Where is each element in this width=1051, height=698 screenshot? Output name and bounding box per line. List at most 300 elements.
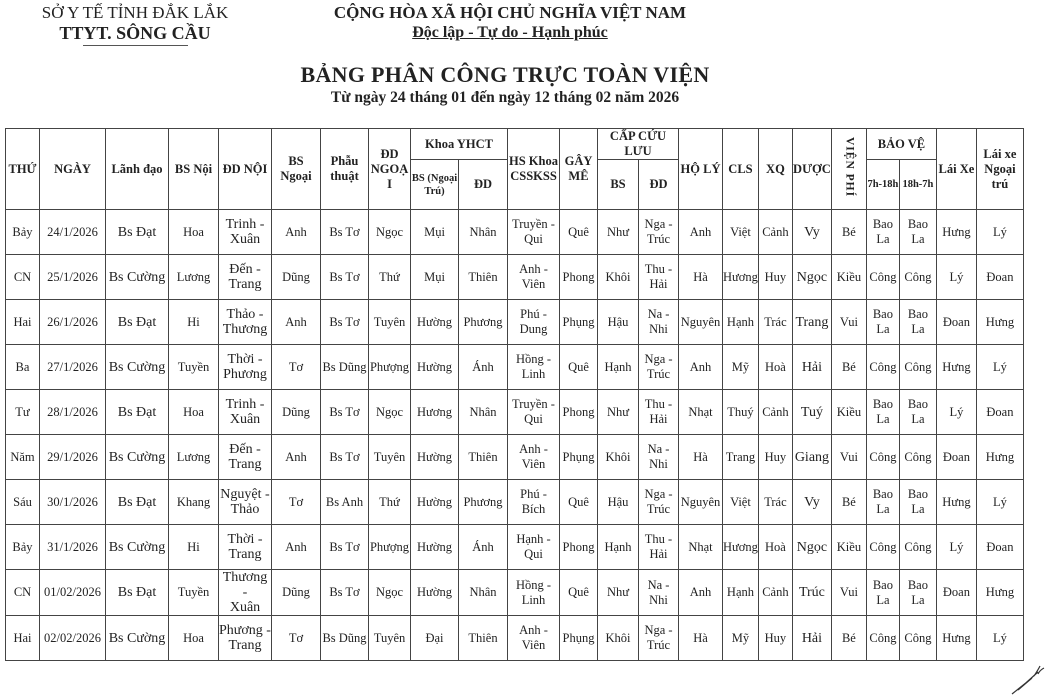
cell-dd-noi (219, 570, 272, 616)
cell-hs-khoa (508, 435, 560, 480)
signature-mark (1010, 662, 1046, 696)
cell-ccl-dd-line: Nga - (644, 217, 673, 231)
cell-hs-khoa-line: Viên (521, 457, 546, 471)
cell-dd-noi (219, 480, 272, 525)
cell-dd-noi (219, 345, 272, 390)
cell-lanh-dao: Bs Cường (106, 435, 169, 480)
cell-ccl-dd (639, 480, 679, 525)
cell-thu: Bảy (6, 210, 40, 255)
cell-lai-xe-ngoai-tru: Lý (976, 210, 1023, 255)
cell-ccl-bs: Như (598, 210, 639, 255)
cell-bv-day: Công (866, 255, 899, 300)
cell-phau-thuat: Bs Tơ (321, 435, 369, 480)
cell-ho-ly: Anh (679, 345, 723, 390)
cell-gay-me: Quê (560, 480, 598, 525)
cell-hs-khoa-line: Hồng - (515, 577, 552, 592)
cell-ccl-bs: Hậu (598, 480, 639, 525)
cell-thu: Ba (6, 345, 40, 390)
cell-ccl-dd (639, 616, 679, 661)
table-row (6, 570, 1024, 616)
cell-yhct-dd: Nhân (459, 390, 508, 435)
cell-xq: Hoà (758, 345, 792, 390)
col-yhct-bs: BS (Ngoại Trú) (411, 160, 459, 210)
cell-lanh-dao: Bs Cường (106, 525, 169, 570)
cell-dd-ngoai: Phượng (369, 345, 411, 390)
cell-lai-xe-ngoai-tru: Hưng (976, 570, 1023, 616)
cell-dd-noi (219, 210, 272, 255)
cell-cls: Hạnh (723, 570, 759, 616)
col-bs-ngoai: BS Ngoại (272, 129, 321, 210)
col-yhct-dd: ĐD (459, 160, 508, 210)
cell-yhct-dd: Thiên (459, 435, 508, 480)
cell-yhct-bs: Hương (411, 390, 459, 435)
cell-phau-thuat: Bs Tơ (321, 390, 369, 435)
cell-lai-xe-ngoai-tru: Lý (976, 616, 1023, 661)
col-dd-ngoai: ĐD NGOẠ I (369, 129, 411, 210)
cell-yhct-bs: Đại (411, 616, 459, 661)
cell-yhct-dd: Thiên (459, 616, 508, 661)
cell-hs-khoa (508, 300, 560, 345)
cell-cls: Việt (723, 480, 759, 525)
cell-bv-night: Công (899, 345, 936, 390)
table-row (6, 616, 1024, 661)
cell-hs-khoa (508, 345, 560, 390)
cell-bs-ngoai: Anh (272, 210, 321, 255)
cell-yhct-dd: Nhân (459, 210, 508, 255)
table-row (6, 210, 1024, 255)
cell-dd-noi-line: Xuân (229, 600, 261, 615)
cell-ho-ly: Hà (679, 616, 723, 661)
cell-gay-me: Phong (560, 255, 598, 300)
table-row (6, 480, 1024, 525)
cell-hs-khoa-line: Truyền - (512, 217, 555, 231)
cell-duoc: Giang (792, 435, 831, 480)
cell-ngay: 25/1/2026 (40, 255, 106, 300)
cell-lanh-dao: Bs Cường (106, 345, 169, 390)
col-ho-ly: HỘ LÝ (679, 129, 723, 210)
cell-dd-ngoai: Ngọc (369, 390, 411, 435)
cell-yhct-dd: Ánh (459, 345, 508, 390)
col-lai-xe-ngoai-tru: Lái xe Ngoại trú (976, 129, 1023, 210)
cell-dd-noi-line: Trang (228, 638, 262, 653)
cell-ccl-bs: Khôi (598, 255, 639, 300)
cell-ccl-bs: Như (598, 390, 639, 435)
cell-lai-xe-ngoai-tru: Đoan (976, 255, 1023, 300)
col-hs-khoa: HS Khoa CSSKSS (508, 129, 560, 210)
cell-cls: Mỹ (723, 616, 759, 661)
cell-ccl-dd (639, 255, 679, 300)
col-bs-noi: BS Nội (169, 129, 219, 210)
vien-phi-label: VIỆN PHÍ (843, 136, 856, 198)
cell-bs-ngoai: Anh (272, 525, 321, 570)
cell-hs-khoa (508, 570, 560, 616)
cell-phau-thuat: Bs Anh (321, 480, 369, 525)
cell-lai-xe-ngoai-tru: Hưng (976, 300, 1023, 345)
cell-vien-phi: Bé (831, 345, 866, 390)
cell-ccl-dd-line: Nhi (649, 457, 668, 471)
cell-dd-noi-line: Thời - (227, 532, 263, 547)
cell-ccl-dd (639, 210, 679, 255)
cell-ccl-bs: Hạnh (598, 525, 639, 570)
cell-lanh-dao: Bs Cường (106, 255, 169, 300)
table-row (6, 255, 1024, 300)
cell-bv-day: Bao La (866, 390, 899, 435)
cell-dd-ngoai: Tuyên (369, 435, 411, 480)
cell-dd-noi-line: Phương (223, 367, 267, 382)
cell-yhct-bs: Hường (411, 345, 459, 390)
cell-ho-ly: Nguyên (679, 300, 723, 345)
cell-dd-noi-line: Đến - (229, 262, 261, 277)
cell-vien-phi: Vui (831, 435, 866, 480)
cell-dd-noi (219, 300, 272, 345)
cell-yhct-dd: Nhân (459, 570, 508, 616)
national-motto: Độc lập - Tự do - Hạnh phúc (412, 24, 608, 41)
col-phau-thuat: Phẫu thuật (321, 129, 369, 210)
cell-ccl-dd-line: Thu - (644, 532, 673, 546)
cell-xq: Cảnh (758, 390, 792, 435)
cell-dd-noi-line: Thương (222, 322, 268, 337)
cell-ccl-dd-line: Trúc (646, 638, 671, 652)
cell-dd-noi-line: Đến - (229, 442, 261, 457)
cell-dd-noi (219, 435, 272, 480)
cell-bv-night: Bao La (899, 480, 936, 525)
cell-vien-phi: Kiều (831, 255, 866, 300)
cell-dd-ngoai: Tuyên (369, 300, 411, 345)
cell-ho-ly: Nhạt (679, 525, 723, 570)
col-bv-day: 7h-18h (866, 160, 899, 210)
cell-lanh-dao: Bs Đạt (106, 390, 169, 435)
cell-xq: Cảnh (758, 570, 792, 616)
cell-duoc: Trúc (792, 570, 831, 616)
cell-phau-thuat: Bs Dũng (321, 345, 369, 390)
cell-vien-phi: Kiều (831, 525, 866, 570)
cell-hs-khoa-line: Phú - (520, 307, 547, 321)
cell-dd-ngoai: Tuyên (369, 616, 411, 661)
cell-vien-phi: Kiều (831, 390, 866, 435)
cell-hs-khoa-line: Viên (521, 277, 546, 291)
cell-bv-day: Công (866, 435, 899, 480)
cell-lai-xe: Hưng (936, 480, 976, 525)
cell-dd-noi-line: Thảo (230, 502, 260, 517)
cell-bv-day: Bao La (866, 210, 899, 255)
cell-xq: Huy (758, 435, 792, 480)
cell-dd-ngoai: Ngọc (369, 570, 411, 616)
cell-yhct-bs: Hường (411, 570, 459, 616)
cell-dd-ngoai: Thứ (369, 480, 411, 525)
cell-bs-noi: Hoa (169, 616, 219, 661)
cell-lai-xe: Lý (936, 525, 976, 570)
cell-bv-night: Công (899, 435, 936, 480)
cell-yhct-bs: Mụi (411, 210, 459, 255)
cell-ccl-dd-line: Na - (647, 307, 670, 321)
cell-yhct-bs: Mụi (411, 255, 459, 300)
cell-xq: Cảnh (758, 210, 792, 255)
cell-lai-xe: Đoan (936, 300, 976, 345)
cell-xq: Huy (758, 616, 792, 661)
cell-hs-khoa (508, 525, 560, 570)
cell-vien-phi: Vui (831, 570, 866, 616)
cell-ccl-bs: Hạnh (598, 345, 639, 390)
cell-phau-thuat: Bs Tơ (321, 255, 369, 300)
cell-bs-ngoai: Dũng (272, 390, 321, 435)
cell-gay-me: Phong (560, 525, 598, 570)
national-title: CỘNG HÒA XÃ HỘI CHỦ NGHĨA VIỆT NAM (333, 3, 687, 22)
cell-hs-khoa-line: Truyền - (512, 397, 555, 411)
cell-dd-noi-line: Trang (228, 277, 262, 292)
cell-thu: CN (6, 255, 40, 300)
cell-ccl-dd (639, 390, 679, 435)
col-group-yhct: Khoa YHCT (411, 129, 508, 160)
cell-bv-night: Công (899, 525, 936, 570)
cell-ho-ly: Anh (679, 210, 723, 255)
cell-ccl-dd-line: Na - (647, 577, 670, 592)
cell-cls: Việt (723, 210, 759, 255)
organization-header (10, 3, 260, 46)
cell-bv-night: Công (899, 616, 936, 661)
cell-yhct-dd: Thiên (459, 255, 508, 300)
cell-ho-ly: Hà (679, 435, 723, 480)
col-group-cap-cuu-luu: CẤP CỨU LƯU (598, 129, 679, 160)
cell-bs-ngoai: Tơ (272, 616, 321, 661)
cell-hs-khoa-line: Linh (521, 367, 546, 381)
cell-bs-noi: Tuyền (169, 345, 219, 390)
cell-xq: Huy (758, 255, 792, 300)
cell-lai-xe: Lý (936, 255, 976, 300)
cell-lanh-dao: Bs Đạt (106, 480, 169, 525)
table-header (6, 129, 1024, 210)
cell-vien-phi: Bé (831, 616, 866, 661)
cell-ccl-bs: Khôi (598, 616, 639, 661)
col-dd-noi: ĐD NỘI (219, 129, 272, 210)
cell-ngay: 26/1/2026 (40, 300, 106, 345)
cell-lai-xe-ngoai-tru: Đoan (976, 390, 1023, 435)
cell-phau-thuat: Bs Dũng (321, 616, 369, 661)
cell-ccl-dd-line: Trúc (646, 502, 671, 516)
cell-ccl-dd-line: Nga - (644, 352, 673, 366)
cell-xq: Trác (758, 480, 792, 525)
cell-bv-day: Bao La (866, 480, 899, 525)
cell-ccl-dd-line: Hải (649, 547, 668, 561)
cell-lanh-dao: Bs Đạt (106, 300, 169, 345)
cell-bv-night: Công (899, 255, 936, 300)
cell-duoc: Ngọc (792, 255, 831, 300)
cell-thu: CN (6, 570, 40, 616)
cell-ccl-dd-line: Trúc (646, 232, 671, 246)
duty-roster-table (5, 128, 1024, 661)
cell-cls: Hương (723, 255, 759, 300)
cell-ccl-dd-line: Nhi (649, 322, 668, 336)
col-bv-night: 18h-7h (899, 160, 936, 210)
cell-ngay: 02/02/2026 (40, 616, 106, 661)
cell-gay-me: Quê (560, 210, 598, 255)
cell-yhct-bs: Hường (411, 300, 459, 345)
cell-hs-khoa-line: Hạnh - (516, 532, 551, 546)
center-name: TTYT. SÔNG CẦU (59, 23, 211, 43)
cell-ho-ly: Hà (679, 255, 723, 300)
col-ccl-dd: ĐD (639, 160, 679, 210)
cell-dd-noi-line: Nguyệt - (220, 487, 270, 502)
cell-thu: Hai (6, 300, 40, 345)
table-row (6, 345, 1024, 390)
cell-vien-phi: Vui (831, 300, 866, 345)
cell-ccl-dd-line: Hải (649, 277, 668, 291)
cell-hs-khoa (508, 210, 560, 255)
cell-bs-noi: Hoa (169, 390, 219, 435)
department-name: SỞ Y TẾ TỈNH ĐẮK LẮK (41, 3, 229, 22)
cell-lai-xe-ngoai-tru: Lý (976, 480, 1023, 525)
cell-bs-noi: Hi (169, 525, 219, 570)
table-body (6, 210, 1024, 661)
cell-dd-noi-line: Xuân (229, 412, 261, 427)
cell-gay-me: Phong (560, 390, 598, 435)
cell-bs-noi: Tuyền (169, 570, 219, 616)
cell-phau-thuat: Bs Tơ (321, 570, 369, 616)
cell-duoc: Vy (792, 480, 831, 525)
cell-dd-noi-line: Thời - (227, 352, 263, 367)
cell-ngay: 01/02/2026 (40, 570, 106, 616)
cell-bs-noi: Khang (169, 480, 219, 525)
cell-duoc: Hải (792, 345, 831, 390)
cell-dd-noi (219, 616, 272, 661)
cell-ngay: 31/1/2026 (40, 525, 106, 570)
cell-bv-day: Bao La (866, 300, 899, 345)
cell-duoc: Vy (792, 210, 831, 255)
cell-hs-khoa-line: Anh - (519, 442, 548, 456)
cell-bs-noi: Lương (169, 435, 219, 480)
cell-hs-khoa-line: Bích (521, 502, 546, 516)
national-header (280, 3, 740, 43)
cell-hs-khoa-line: Phú - (520, 487, 547, 501)
cell-hs-khoa-line: Qui (524, 232, 543, 246)
cell-duoc: Ngọc (792, 525, 831, 570)
cell-ccl-bs: Khôi (598, 435, 639, 480)
cell-hs-khoa (508, 616, 560, 661)
cell-bs-ngoai: Dũng (272, 255, 321, 300)
cell-yhct-bs: Hường (411, 525, 459, 570)
cell-cls: Hương (723, 525, 759, 570)
cell-cls: Thuý (723, 390, 759, 435)
cell-bs-ngoai: Tơ (272, 480, 321, 525)
cell-ccl-dd (639, 300, 679, 345)
col-thu: THỨ (6, 129, 40, 210)
cell-thu: Năm (6, 435, 40, 480)
table-row (6, 525, 1024, 570)
cell-dd-noi (219, 255, 272, 300)
cell-bv-day: Công (866, 616, 899, 661)
col-duoc: DƯỢC (792, 129, 831, 210)
cell-dd-noi (219, 390, 272, 435)
cell-lanh-dao: Bs Cường (106, 616, 169, 661)
cell-hs-khoa (508, 480, 560, 525)
cell-bv-night: Bao La (899, 210, 936, 255)
document-date-range: Từ ngày 24 tháng 01 đến ngày 12 tháng 02 năm 2026 (330, 89, 680, 106)
cell-bs-noi: Lương (169, 255, 219, 300)
col-vien-phi (831, 129, 866, 210)
cell-lai-xe-ngoai-tru: Hưng (976, 435, 1023, 480)
cell-yhct-dd: Phương (459, 300, 508, 345)
cell-ngay: 29/1/2026 (40, 435, 106, 480)
cell-lai-xe: Đoan (936, 435, 976, 480)
col-group-bao-ve: BẢO VỆ (866, 129, 936, 160)
col-lanh-dao: Lãnh đạo (106, 129, 169, 210)
cell-ccl-dd-line: Na - (647, 442, 670, 456)
cell-hs-khoa-line: Anh - (519, 262, 548, 276)
cell-ccl-dd (639, 345, 679, 390)
cell-dd-ngoai: Phượng (369, 525, 411, 570)
cell-dd-noi (219, 525, 272, 570)
col-gay-me: GÂY MÊ (560, 129, 598, 210)
col-xq: XQ (758, 129, 792, 210)
divider (83, 45, 188, 46)
cell-ngay: 28/1/2026 (40, 390, 106, 435)
cell-thu: Tư (6, 390, 40, 435)
cell-gay-me: Quê (560, 570, 598, 616)
cell-lai-xe: Đoan (936, 570, 976, 616)
cell-ho-ly: Nguyên (679, 480, 723, 525)
cell-dd-noi-line: Xuân (229, 232, 261, 247)
cell-bv-night: Bao La (899, 300, 936, 345)
cell-lai-xe: Hưng (936, 616, 976, 661)
cell-ccl-dd-line: Nga - (644, 487, 673, 501)
cell-hs-khoa-line: Dung (519, 322, 548, 336)
cell-ccl-bs: Hậu (598, 300, 639, 345)
cell-yhct-bs: Hường (411, 435, 459, 480)
cell-dd-noi-line: Phương - (219, 623, 271, 638)
cell-hs-khoa-line: Anh - (519, 623, 548, 637)
cell-cls: Mỹ (723, 345, 759, 390)
cell-hs-khoa-line: Linh (521, 592, 546, 607)
cell-ho-ly: Nhạt (679, 390, 723, 435)
document-title-block (200, 62, 810, 108)
cell-hs-khoa (508, 255, 560, 300)
cell-hs-khoa-line: Qui (524, 412, 543, 426)
cell-vien-phi: Bé (831, 210, 866, 255)
document-title: BẢNG PHÂN CÔNG TRỰC TOÀN VIỆN (300, 62, 710, 87)
cell-ccl-dd (639, 570, 679, 616)
cell-yhct-dd: Ánh (459, 525, 508, 570)
cell-gay-me: Phụng (560, 435, 598, 480)
cell-ccl-dd-line: Thu - (644, 397, 673, 411)
cell-gay-me: Phụng (560, 616, 598, 661)
cell-dd-ngoai: Thứ (369, 255, 411, 300)
cell-ccl-dd-line: Nga - (644, 623, 673, 637)
table-row (6, 300, 1024, 345)
cell-bs-ngoai: Anh (272, 300, 321, 345)
cell-ccl-dd-line: Hải (649, 412, 668, 426)
cell-thu: Bảy (6, 525, 40, 570)
cell-lanh-dao: Bs Đạt (106, 210, 169, 255)
cell-dd-noi-line: Thương - (222, 570, 268, 600)
cell-bs-ngoai: Dũng (272, 570, 321, 616)
col-ngay: NGÀY (40, 129, 106, 210)
cell-bv-day: Công (866, 525, 899, 570)
cell-yhct-bs: Hường (411, 480, 459, 525)
cell-bs-noi: Hoa (169, 210, 219, 255)
cell-thu: Sáu (6, 480, 40, 525)
table-row (6, 390, 1024, 435)
cell-vien-phi: Bé (831, 480, 866, 525)
cell-dd-noi-line: Trinh - (225, 217, 265, 232)
cell-gay-me: Phụng (560, 300, 598, 345)
col-lai-xe: Lái Xe (936, 129, 976, 210)
cell-ngay: 24/1/2026 (40, 210, 106, 255)
cell-ho-ly: Anh (679, 570, 723, 616)
cell-gay-me: Quê (560, 345, 598, 390)
cell-thu: Hai (6, 616, 40, 661)
cell-duoc: Tuý (792, 390, 831, 435)
cell-lai-xe-ngoai-tru: Đoan (976, 525, 1023, 570)
cell-dd-noi-line: Trang (228, 547, 262, 562)
